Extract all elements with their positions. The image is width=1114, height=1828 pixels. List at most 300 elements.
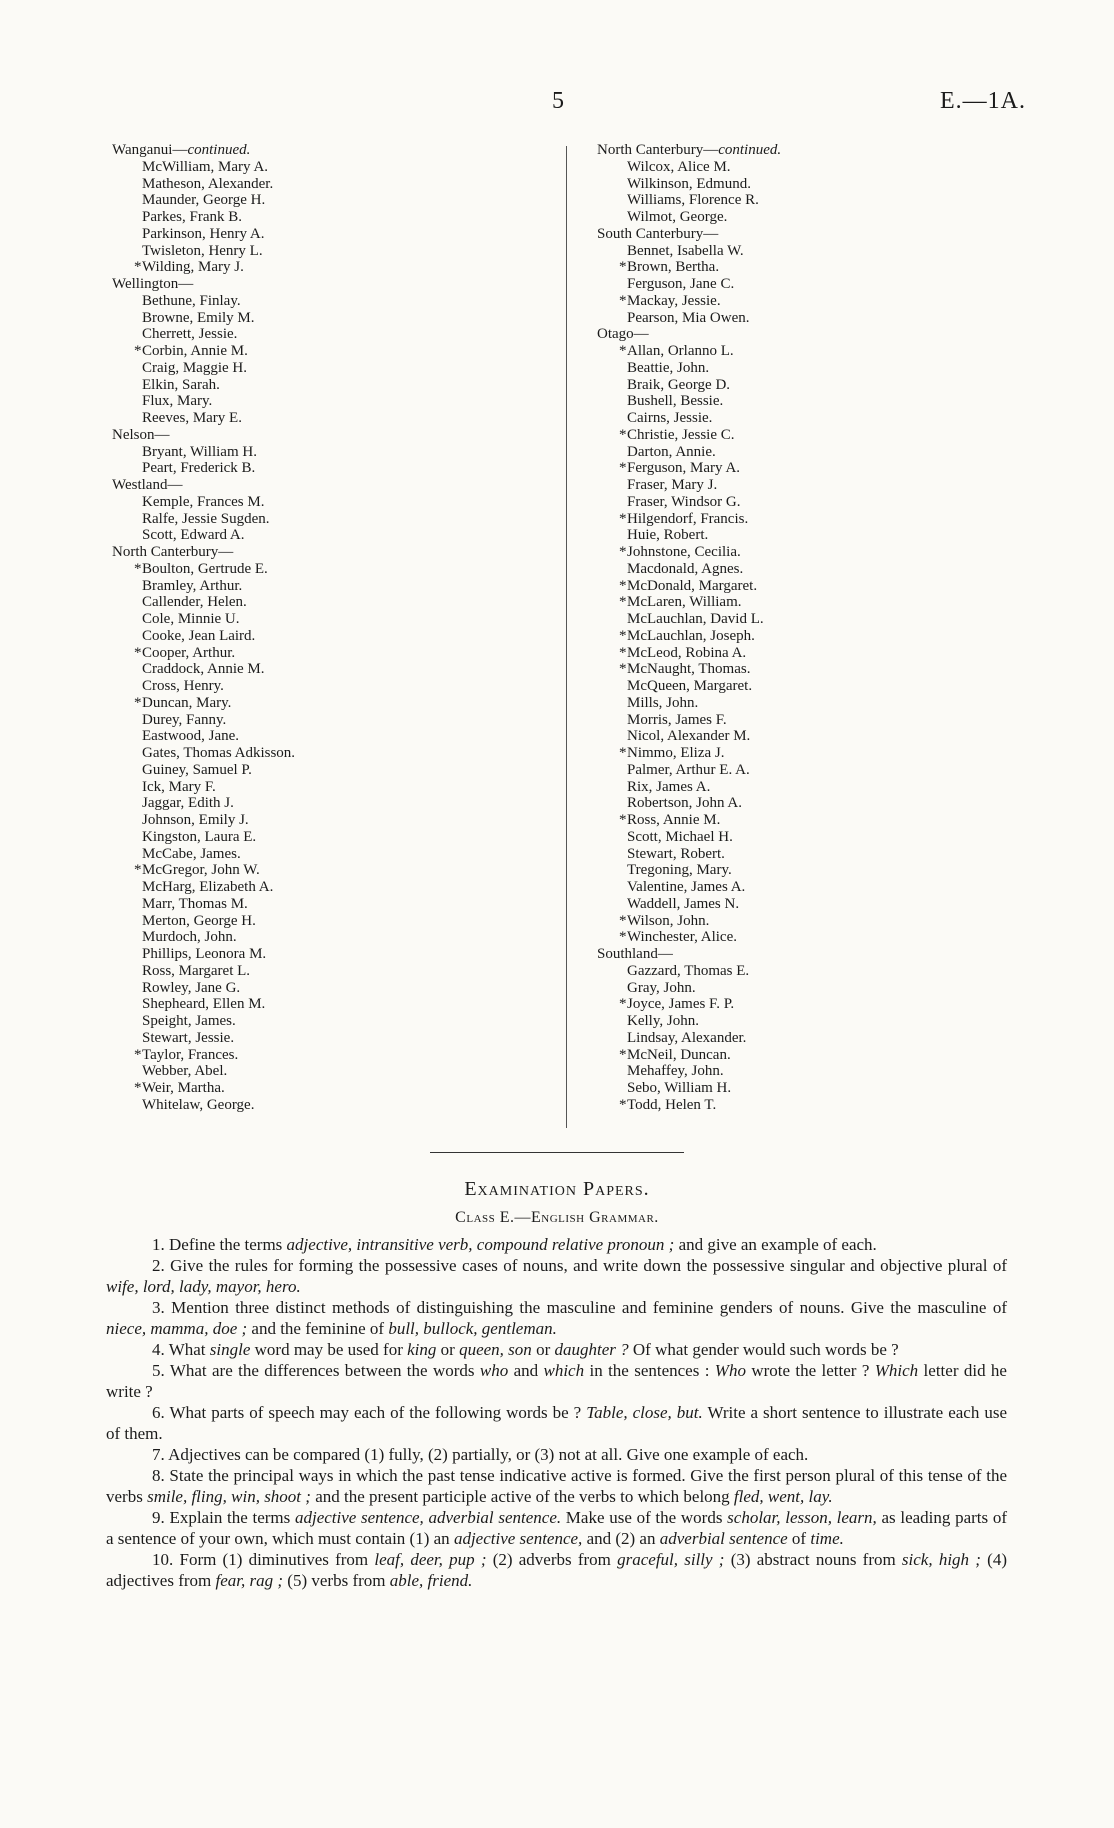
candidate-name-text: Webber, Abel. bbox=[142, 1063, 228, 1080]
asterisk-marker: * bbox=[619, 426, 627, 443]
page-reference: E.—1A. bbox=[940, 88, 1026, 114]
candidate-name bbox=[597, 360, 1037, 377]
question-text: Who bbox=[714, 1361, 746, 1380]
continued-label: continued. bbox=[187, 142, 251, 158]
question-text: or bbox=[436, 1340, 460, 1359]
asterisk-marker: * bbox=[134, 343, 142, 359]
asterisk-marker: * bbox=[619, 510, 627, 527]
candidate-name bbox=[597, 678, 1037, 695]
question-text: time. bbox=[810, 1529, 844, 1548]
candidate-name-text: Craddock, Annie M. bbox=[142, 661, 265, 678]
question-text: Write a short sentence to illustrate each use of them. bbox=[106, 1403, 1008, 1443]
candidate-name-text: Joyce, James F. P. bbox=[627, 996, 735, 1013]
asterisk-marker: * bbox=[619, 259, 627, 276]
question-text: (3) abstract nouns from bbox=[724, 1550, 902, 1569]
candidate-name bbox=[112, 159, 552, 176]
candidate-name bbox=[112, 393, 552, 410]
candidate-name-text: McQueen, Margaret. bbox=[627, 678, 753, 694]
question-number: 2. bbox=[152, 1256, 165, 1275]
candidate-name-text: Maunder, George H. bbox=[142, 192, 266, 209]
asterisk-marker: * bbox=[134, 1080, 142, 1096]
candidate-name-text: Scott, Michael H. bbox=[627, 828, 733, 845]
question-number: 4. bbox=[152, 1340, 165, 1359]
candidate-name-text: Ferguson, Mary A. bbox=[627, 460, 741, 477]
candidate-name-text: Kelly, John. bbox=[627, 1013, 699, 1029]
question-text: sick, high ; bbox=[901, 1550, 981, 1569]
candidate-name bbox=[112, 996, 552, 1013]
candidate-name-text: McCabe, James. bbox=[142, 845, 241, 862]
candidate-name-text: Sebo, William H. bbox=[627, 1080, 732, 1096]
question-number: 10. bbox=[152, 1550, 174, 1569]
candidate-name-text: Ick, Mary F. bbox=[142, 778, 216, 795]
candidate-name-text: Braik, George D. bbox=[627, 376, 731, 393]
question-text: What are the differences between the words bbox=[169, 1361, 480, 1380]
candidate-name bbox=[597, 444, 1037, 461]
candidate-name bbox=[112, 527, 552, 544]
candidate-name-text: Brown, Bertha. bbox=[627, 259, 720, 276]
candidate-name bbox=[112, 1030, 552, 1047]
candidate-name-text: Ferguson, Jane C. bbox=[627, 276, 735, 292]
question-number: 8. bbox=[152, 1466, 165, 1485]
candidate-name bbox=[597, 762, 1037, 779]
question-text: State the principal ways in which the past tense indicative active is formed. Give the first person plural of this tense of the verbs bbox=[106, 1466, 1007, 1506]
question-text: scholar, lesson, learn, bbox=[727, 1508, 877, 1527]
candidate-name-text: Twisleton, Henry L. bbox=[142, 242, 263, 259]
question-text: Form (1) diminutives from bbox=[179, 1550, 375, 1569]
candidate-name-text: Marr, Thomas M. bbox=[142, 895, 248, 912]
candidate-name bbox=[597, 1097, 1037, 1114]
asterisk-marker: * bbox=[619, 544, 627, 560]
asterisk-marker: * bbox=[619, 745, 627, 761]
region-name: North Canterbury bbox=[597, 142, 704, 158]
candidate-name-text: Shepheard, Ellen M. bbox=[142, 996, 266, 1013]
candidate-name-text: Ralfe, Jessie Sugden. bbox=[142, 510, 270, 527]
asterisk-marker: * bbox=[619, 577, 627, 594]
question-text: of bbox=[787, 1529, 811, 1548]
question-text: adjective sentence, bbox=[453, 1529, 583, 1548]
candidate-name-text: Callender, Helen. bbox=[142, 594, 247, 611]
candidate-name-text: Rowley, Jane G. bbox=[142, 979, 241, 996]
asterisk-marker: * bbox=[619, 996, 627, 1013]
region-name: Wanganui bbox=[112, 142, 173, 158]
candidate-name bbox=[112, 661, 552, 678]
candidate-name bbox=[112, 360, 552, 377]
asterisk-marker: * bbox=[619, 929, 627, 946]
region-name: North Canterbury bbox=[112, 544, 219, 560]
candidate-name bbox=[112, 1047, 552, 1064]
candidate-name bbox=[597, 527, 1037, 544]
candidate-name bbox=[597, 511, 1037, 528]
candidate-name-text: Whitelaw, George. bbox=[142, 1096, 255, 1113]
candidate-name bbox=[112, 1013, 552, 1030]
question-text: or bbox=[531, 1340, 555, 1359]
candidate-name-text: Bethune, Finlay. bbox=[142, 292, 241, 309]
candidate-name bbox=[597, 427, 1037, 444]
question-text: daughter ? bbox=[554, 1340, 629, 1359]
question-text: Of what gender would such words be ? bbox=[628, 1340, 899, 1359]
candidate-name bbox=[597, 963, 1037, 980]
candidate-name bbox=[112, 226, 552, 243]
asterisk-marker: * bbox=[619, 627, 627, 644]
candidate-name-text: Rix, James A. bbox=[627, 778, 711, 795]
candidate-name bbox=[597, 192, 1037, 209]
candidate-name-text: Taylor, Frances. bbox=[142, 1046, 239, 1063]
candidate-name bbox=[597, 1080, 1037, 1097]
candidate-name-text: McNeil, Duncan. bbox=[627, 1046, 731, 1063]
candidate-name-text: Weir, Martha. bbox=[142, 1080, 225, 1096]
question-text: Table, close, but. bbox=[586, 1403, 703, 1422]
candidate-name-text: Mehaffey, John. bbox=[627, 1063, 724, 1080]
exam-question bbox=[106, 1339, 1007, 1360]
candidate-name-text: Parkinson, Henry A. bbox=[142, 225, 265, 242]
candidate-name-text: McGregor, John W. bbox=[142, 862, 260, 879]
candidate-name bbox=[597, 1013, 1037, 1030]
candidate-name bbox=[112, 846, 552, 863]
candidate-name bbox=[597, 494, 1037, 511]
candidate-name-text: McNaught, Thomas. bbox=[627, 661, 751, 678]
candidate-name-text: Durey, Fanny. bbox=[142, 711, 227, 728]
candidate-name bbox=[112, 1063, 552, 1080]
exam-question bbox=[106, 1234, 1007, 1255]
candidate-name bbox=[112, 946, 552, 963]
candidate-name-text: Winchester, Alice. bbox=[627, 929, 738, 946]
candidate-name bbox=[597, 259, 1037, 276]
candidate-name bbox=[597, 310, 1037, 327]
candidate-name bbox=[112, 326, 552, 343]
candidate-name bbox=[597, 779, 1037, 796]
question-text: able, friend. bbox=[389, 1571, 473, 1590]
candidate-name-text: Ross, Margaret L. bbox=[142, 962, 251, 979]
candidate-name-text: Stewart, Jessie. bbox=[142, 1029, 235, 1046]
candidate-name bbox=[597, 980, 1037, 997]
candidate-name bbox=[112, 980, 552, 997]
asterisk-marker: * bbox=[619, 912, 627, 929]
candidate-name-text: Palmer, Arthur E. A. bbox=[627, 761, 750, 778]
candidate-name bbox=[112, 862, 552, 879]
asterisk-marker: * bbox=[619, 644, 627, 661]
candidate-name-text: Scott, Edward A. bbox=[142, 527, 245, 544]
asterisk-marker: * bbox=[134, 560, 142, 577]
region-heading: Nelson— bbox=[112, 426, 170, 443]
candidate-name-text: Bushell, Bessie. bbox=[627, 393, 724, 410]
question-text: Mention three distinct methods of distinguishing the masculine and feminine genders of nouns. Give the masculine of bbox=[171, 1298, 1008, 1317]
candidate-name-text: Corbin, Annie M. bbox=[142, 343, 248, 359]
candidate-name bbox=[597, 594, 1037, 611]
candidate-name-text: Mackay, Jessie. bbox=[627, 292, 721, 309]
candidate-name-text: Peart, Frederick B. bbox=[142, 460, 256, 477]
candidate-name-text: Matheson, Alexander. bbox=[142, 175, 274, 192]
question-text: and (2) an bbox=[582, 1529, 660, 1548]
question-text: and give an example of each. bbox=[674, 1235, 877, 1254]
question-text: as leading parts of a sentence of your own, which must contain (1) an bbox=[106, 1508, 1008, 1548]
candidate-name bbox=[112, 343, 552, 360]
candidate-name bbox=[597, 913, 1037, 930]
question-text: which bbox=[543, 1361, 585, 1380]
question-text: Define the terms bbox=[169, 1235, 287, 1254]
question-text: single bbox=[209, 1340, 251, 1359]
candidate-name bbox=[112, 645, 552, 662]
candidate-name-text: Allan, Orlanno L. bbox=[627, 343, 734, 359]
candidate-name-text: Cole, Minnie U. bbox=[142, 611, 240, 627]
question-text: and bbox=[508, 1361, 544, 1380]
candidate-name bbox=[112, 192, 552, 209]
continued-label: continued. bbox=[718, 142, 782, 158]
question-text: fear, rag ; bbox=[215, 1571, 284, 1590]
candidate-name-text: Fraser, Mary J. bbox=[627, 477, 718, 493]
candidate-name bbox=[112, 377, 552, 394]
candidate-name-text: Robertson, John A. bbox=[627, 795, 743, 812]
section-divider bbox=[430, 1152, 684, 1153]
candidate-name bbox=[597, 276, 1037, 293]
candidate-name-text: Eastwood, Jane. bbox=[142, 728, 240, 745]
region-heading: North Canterbury— bbox=[112, 544, 234, 560]
candidate-name-text: Cairns, Jessie. bbox=[627, 410, 713, 426]
asterisk-marker: * bbox=[619, 460, 627, 477]
candidate-name bbox=[597, 343, 1037, 360]
region-name: Nelson bbox=[112, 426, 155, 443]
candidate-name-text: Flux, Mary. bbox=[142, 393, 213, 410]
question-text: Make use of the words bbox=[561, 1508, 728, 1527]
candidate-name-text: Bennet, Isabella W. bbox=[627, 242, 744, 259]
question-list bbox=[106, 1234, 1007, 1591]
region-heading: Westland— bbox=[112, 477, 183, 493]
candidate-name-text: Todd, Helen T. bbox=[627, 1096, 717, 1113]
candidate-name bbox=[597, 812, 1037, 829]
question-text: Give the rules for forming the possessive cases of nouns, and write down the possessive singular and objective plural of bbox=[170, 1256, 1007, 1275]
region-heading: Wellington— bbox=[112, 276, 194, 292]
candidate-name-text: Nimmo, Eliza J. bbox=[627, 745, 725, 761]
candidate-name-text: Gates, Thomas Adkisson. bbox=[142, 745, 296, 761]
region-heading: Wanganui—continued. bbox=[112, 142, 251, 158]
candidate-name bbox=[112, 896, 552, 913]
question-text: graceful, silly ; bbox=[617, 1550, 725, 1569]
candidate-name-text: Bryant, William H. bbox=[142, 443, 257, 460]
candidate-name bbox=[112, 494, 552, 511]
question-number: 1. bbox=[152, 1235, 165, 1254]
candidate-name bbox=[112, 243, 552, 260]
asterisk-marker: * bbox=[619, 661, 627, 678]
candidate-name bbox=[112, 913, 552, 930]
question-text: wrote the letter ? bbox=[745, 1361, 875, 1380]
candidate-name bbox=[597, 544, 1037, 561]
candidate-name bbox=[112, 444, 552, 461]
question-text: adjective, intransitive verb, compound relative pronoun ; bbox=[286, 1235, 675, 1254]
candidate-name-text: Reeves, Mary E. bbox=[142, 410, 242, 426]
question-text: (5) verbs from bbox=[283, 1571, 390, 1590]
candidate-name-text: Waddell, James N. bbox=[627, 895, 740, 912]
candidate-name bbox=[597, 176, 1037, 193]
candidate-name bbox=[112, 611, 552, 628]
candidate-name bbox=[597, 611, 1037, 628]
candidate-name bbox=[112, 209, 552, 226]
question-number: 3. bbox=[152, 1298, 165, 1317]
right-name-column bbox=[597, 142, 1037, 1114]
exam-question bbox=[106, 1402, 1007, 1444]
candidate-name-text: Mills, John. bbox=[627, 694, 699, 711]
candidate-name bbox=[597, 1030, 1037, 1047]
candidate-name bbox=[112, 460, 552, 477]
candidate-name-text: Parkes, Frank B. bbox=[142, 209, 242, 225]
candidate-name-text: Phillips, Leonora M. bbox=[142, 946, 267, 962]
candidate-name-text: Kemple, Frances M. bbox=[142, 493, 265, 510]
region-name: Westland bbox=[112, 477, 168, 493]
candidate-name-text: Wilcox, Alice M. bbox=[627, 158, 731, 175]
region-heading: North Canterbury—continued. bbox=[597, 142, 782, 158]
question-text: queen, son bbox=[459, 1340, 532, 1359]
asterisk-marker: * bbox=[619, 594, 627, 611]
question-text: What parts of speech may each of the following words be ? bbox=[169, 1403, 587, 1422]
candidate-name-text: Morris, James F. bbox=[627, 711, 727, 728]
subsection-title: Class E.—English Grammar. bbox=[455, 1209, 659, 1226]
candidate-name bbox=[112, 963, 552, 980]
candidate-name bbox=[597, 377, 1037, 394]
region-heading: South Canterbury— bbox=[597, 225, 719, 242]
candidate-name-text: Darton, Annie. bbox=[627, 443, 716, 460]
asterisk-marker: * bbox=[619, 1046, 627, 1063]
candidate-name bbox=[597, 896, 1037, 913]
section-title: Examination Papers. bbox=[464, 1178, 650, 1200]
column-divider bbox=[566, 146, 567, 1128]
candidate-name bbox=[597, 209, 1037, 226]
question-text: who bbox=[479, 1361, 509, 1380]
candidate-name-text: Huie, Robert. bbox=[627, 527, 709, 544]
question-text: leaf, deer, pup ; bbox=[374, 1550, 487, 1569]
candidate-name bbox=[112, 410, 552, 427]
candidate-name-text: Stewart, Robert. bbox=[627, 845, 725, 862]
candidate-name bbox=[112, 745, 552, 762]
candidate-name-text: Merton, George H. bbox=[142, 912, 256, 929]
candidate-name bbox=[112, 511, 552, 528]
candidate-name bbox=[597, 293, 1037, 310]
question-text: adjective sentence, adverbial sentence. bbox=[294, 1508, 562, 1527]
candidate-name bbox=[597, 929, 1037, 946]
candidate-name bbox=[112, 762, 552, 779]
question-text: fled, went, lay. bbox=[733, 1487, 833, 1506]
candidate-name-text: McWilliam, Mary A. bbox=[142, 158, 269, 175]
candidate-name bbox=[597, 645, 1037, 662]
candidate-name-text: Cooper, Arthur. bbox=[142, 644, 236, 661]
question-text: Which bbox=[874, 1361, 919, 1380]
candidate-name-text: Kingston, Laura E. bbox=[142, 828, 257, 845]
candidate-name-text: Guiney, Samuel P. bbox=[142, 761, 252, 778]
candidate-name-text: Cherrett, Jessie. bbox=[142, 326, 238, 343]
candidate-name-text: Fraser, Windsor G. bbox=[627, 493, 741, 510]
candidate-name bbox=[112, 695, 552, 712]
candidate-name bbox=[112, 712, 552, 729]
candidate-name-text: Wilmot, George. bbox=[627, 209, 728, 225]
candidate-name-text: Beattie, John. bbox=[627, 359, 710, 376]
candidate-name-text: Browne, Emily M. bbox=[142, 309, 255, 326]
asterisk-marker: * bbox=[134, 259, 142, 276]
question-text: smile, fling, win, shoot ; bbox=[147, 1487, 311, 1506]
candidate-name bbox=[597, 862, 1037, 879]
candidate-name bbox=[112, 310, 552, 327]
candidate-name bbox=[597, 561, 1037, 578]
question-number: 9. bbox=[152, 1508, 165, 1527]
candidate-name bbox=[112, 728, 552, 745]
question-text: king bbox=[407, 1340, 437, 1359]
candidate-name bbox=[597, 661, 1037, 678]
candidate-name bbox=[597, 695, 1037, 712]
question-text: (2) adverbs from bbox=[486, 1550, 618, 1569]
question-text: niece, mamma, doe ; bbox=[106, 1319, 248, 1338]
asterisk-marker: * bbox=[619, 292, 627, 309]
candidate-name-text: Pearson, Mia Owen. bbox=[627, 309, 750, 326]
exam-question bbox=[106, 1549, 1007, 1591]
candidate-name bbox=[597, 578, 1037, 595]
candidate-name-text: Nicol, Alexander M. bbox=[627, 728, 751, 745]
region-heading: Southland— bbox=[597, 946, 673, 962]
candidate-name bbox=[597, 393, 1037, 410]
candidate-name bbox=[597, 996, 1037, 1013]
question-text: and the feminine of bbox=[247, 1319, 389, 1338]
candidate-name-text: Valentine, James A. bbox=[627, 879, 746, 895]
page-number: 5 bbox=[552, 88, 564, 114]
asterisk-marker: * bbox=[134, 862, 142, 879]
question-text: letter did he write ? bbox=[106, 1361, 1007, 1401]
question-text: wife, lord, lady, mayor, hero. bbox=[106, 1277, 301, 1296]
question-number: 6. bbox=[152, 1403, 165, 1422]
candidate-name-text: Boulton, Gertrude E. bbox=[142, 560, 268, 577]
candidate-name bbox=[112, 578, 552, 595]
candidate-name bbox=[597, 243, 1037, 260]
asterisk-marker: * bbox=[134, 644, 142, 661]
candidate-name bbox=[597, 745, 1037, 762]
exam-question bbox=[106, 1444, 1007, 1465]
candidate-name bbox=[112, 628, 552, 645]
candidate-name bbox=[597, 1063, 1037, 1080]
candidate-name-text: Lindsay, Alexander. bbox=[627, 1029, 747, 1046]
candidate-name-text: Cooke, Jean Laird. bbox=[142, 627, 256, 644]
candidate-name-text: Jaggar, Edith J. bbox=[142, 795, 234, 812]
candidate-name bbox=[597, 628, 1037, 645]
candidate-name bbox=[112, 594, 552, 611]
candidate-name bbox=[112, 678, 552, 695]
candidate-name-text: Speight, James. bbox=[142, 1013, 236, 1029]
question-text: bull, bullock, gentleman. bbox=[388, 1319, 557, 1338]
exam-question bbox=[106, 1465, 1007, 1507]
question-number: 5. bbox=[152, 1361, 165, 1380]
candidate-name bbox=[597, 795, 1037, 812]
candidate-name-text: McLauchlan, David L. bbox=[627, 611, 764, 627]
candidate-name-text: Christie, Jessie C. bbox=[627, 426, 735, 443]
candidate-name bbox=[112, 259, 552, 276]
candidate-name bbox=[597, 1047, 1037, 1064]
region-name: South Canterbury bbox=[597, 225, 704, 242]
question-text: (4) adjectives from bbox=[106, 1550, 1007, 1590]
candidate-name-text: Murdoch, John. bbox=[142, 929, 237, 946]
candidate-name-text: Hilgendorf, Francis. bbox=[627, 510, 749, 527]
candidate-name bbox=[597, 410, 1037, 427]
candidate-name-text: Johnstone, Cecilia. bbox=[627, 544, 741, 560]
candidate-name bbox=[112, 1080, 552, 1097]
exam-question bbox=[106, 1360, 1007, 1402]
region-name: Southland bbox=[597, 946, 658, 962]
asterisk-marker: * bbox=[134, 694, 142, 711]
candidate-name-text: McHarg, Elizabeth A. bbox=[142, 879, 274, 895]
question-number: 7. bbox=[152, 1445, 165, 1464]
exam-question bbox=[106, 1255, 1007, 1297]
candidate-name-text: Craig, Maggie H. bbox=[142, 359, 247, 376]
candidate-name bbox=[112, 293, 552, 310]
question-text: word may be used for bbox=[250, 1340, 408, 1359]
candidate-name-text: Tregoning, Mary. bbox=[627, 862, 732, 879]
left-name-column bbox=[112, 142, 552, 1114]
candidate-name bbox=[112, 779, 552, 796]
question-text: Adjectives can be compared (1) fully, (2) partially, or (3) not at all. Give one example of each. bbox=[168, 1445, 809, 1464]
candidate-name-text: McDonald, Margaret. bbox=[627, 577, 758, 594]
candidate-name bbox=[112, 176, 552, 193]
